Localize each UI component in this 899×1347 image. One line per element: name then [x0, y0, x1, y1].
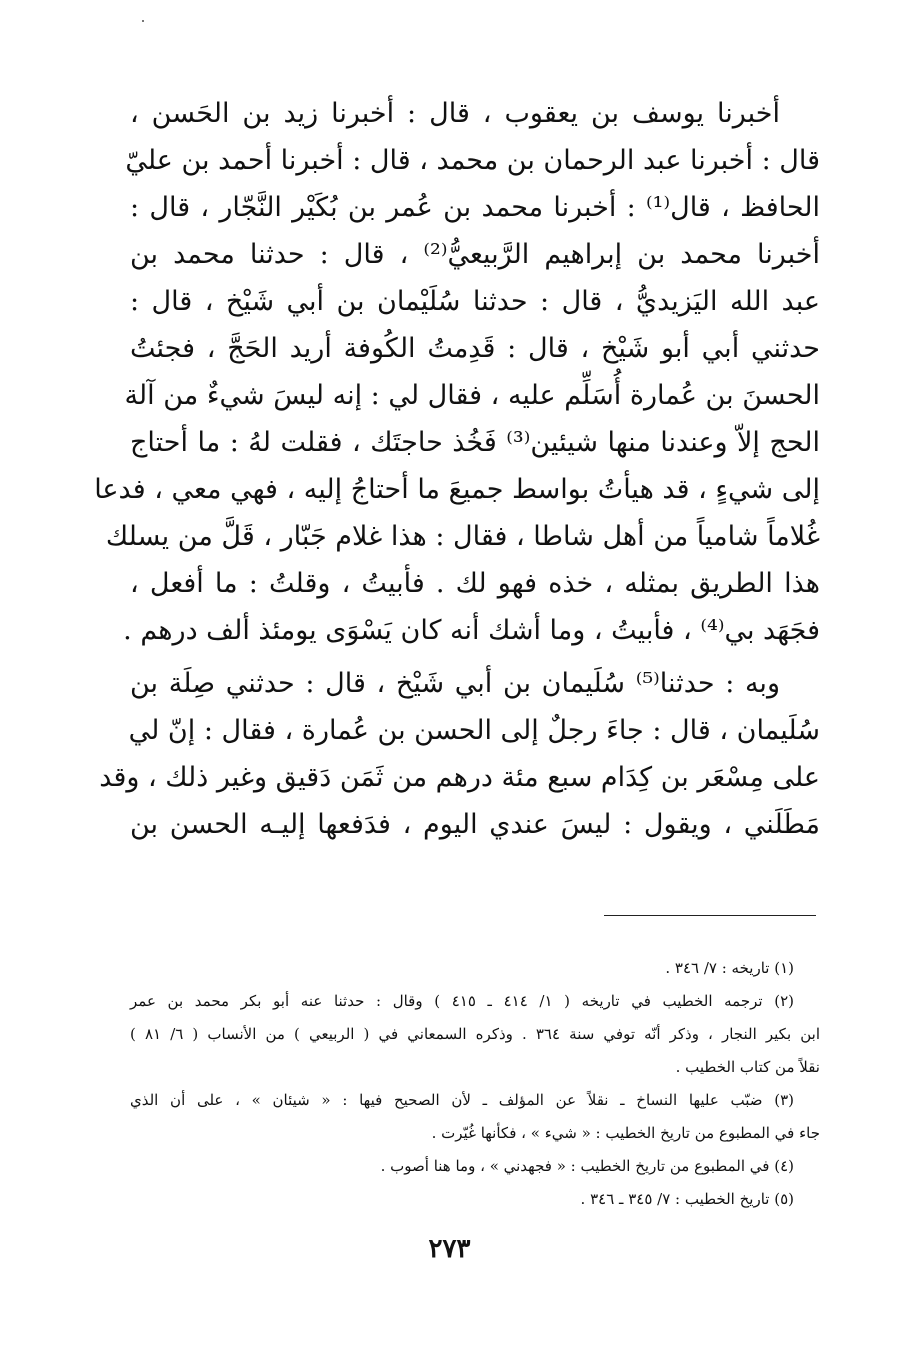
footnote-3-cont: جاء في المطبوع من تاريخ الخطيب : « شيء » ، فكأنها غُيّرت .: [431, 1124, 820, 1142]
footnotes: [130, 952, 820, 1216]
footnote-2-cont: نقلاً من كتاب الخطيب .: [675, 1058, 820, 1076]
text-line: سُلَيمان ، قال : جاءَ رجلٌ إلى الحسن بن عُمارة ، فقال : إنّ لي: [128, 715, 820, 746]
main-text: [94, 90, 820, 848]
scan-speck: [142, 20, 144, 22]
text-line: عبد الله اليَزيديُّ ، قال : حدثنا سُلَيْمان بن أبي شَيْخ ، قال :: [130, 286, 820, 317]
paragraph-2: [99, 660, 820, 848]
text-line: غُلاماً شامياً من أهل شاطا ، فقال : هذا غلام جَبّار ، قَلَّ من يسلك: [105, 521, 820, 552]
text-line: هذا الطريق بمثله ، خذه فهو لك . فأبيتُ ، وقلتُ : ما أفعل ،: [130, 568, 820, 599]
text-line: الحسنَ بن عُمارة أُسَلِّم عليه ، فقال لي : إنه ليسَ شيءٌ من آلة: [124, 380, 820, 411]
footnote-5: (٥) تاريخ الخطيب : ٧/ ٣٤٥ ـ ٣٤٦ .: [580, 1190, 794, 1208]
text-line: وبه : حدثنا⁽⁵⁾ سُلَيمان بن أبي شَيْخ ، قال : حدثني صِلَة بن: [130, 668, 780, 699]
text-line: قال : أخبرنا عبد الرحمان بن محمد ، قال : أخبرنا أحمد بن عليّ: [125, 145, 820, 176]
text-line: فجَهَد بي⁽⁴⁾ ، فأبيتُ ، وما أشك أنه كان يَسْوَى يومئذ ألف درهم .: [123, 615, 820, 646]
text-line: الحج إلاّ وعندنا منها شيئين⁽³⁾ فَخُذ حاجتَك ، فقلت لهُ : ما أحتاج: [130, 427, 820, 458]
footnote-2: (٢) ترجمه الخطيب في تاريخه ( ١/ ٤١٤ ـ ٤١٥ ) وقال : حدثنا عنه أبو بكر محمد بن عمر: [130, 992, 794, 1010]
footnote-separator: [604, 915, 816, 916]
text-line: أخبرنا يوسف بن يعقوب ، قال : أخبرنا زيد بن الحَسن ،: [130, 98, 780, 129]
footnote-3: (٣) ضبّب عليها النساخ ـ نقلاً عن المؤلف ـ لأن الصحيح فيها : « شيئان » ، على أن الذي: [130, 1091, 794, 1109]
text-line: مَطَلَني ، ويقول : ليسَ عندي اليوم ، فدَفعها إليـه الحسن بن: [130, 809, 820, 840]
paragraph-1: [94, 90, 820, 654]
text-line: إلى شيءٍ ، قد هيأتُ بواسط جميعَ ما أحتاجُ إليه ، فهي معي ، فدعا: [94, 474, 820, 505]
text-line: حدثني أبي أبو شَيْخ ، قال : قَدِمتُ الكُوفة أريد الحَجَّ ، فجئتُ: [130, 333, 820, 364]
footnote-4: (٤) في المطبوع من تاريخ الخطيب : « فجهدني » ، وما هنا أصوب .: [380, 1157, 794, 1175]
text-line: أخبرنا محمد بن إبراهيم الرَّبيعيُّ⁽²⁾ ، قال : حدثنا محمد بن: [130, 239, 820, 270]
text-line: الحافظ ، قال⁽¹⁾ : أخبرنا محمد بن عُمر بن بُكَيْر النَّجّار ، قال :: [130, 192, 820, 223]
footnote-1: (١) تاريخه : ٧/ ٣٤٦ .: [665, 959, 794, 977]
text-line: على مِسْعَر بن كِدَام سبع مئة درهم من ثَمَن دَقيق وغير ذلك ، وقد: [99, 762, 820, 793]
footnote-2-cont: ابن بكير النجار ، وذكر أنّه توفي سنة ٣٦٤ . وذكره السمعاني في ( الربيعي ) من الأنساب ( ٦/ ٨١ ): [130, 1025, 820, 1043]
page-number: ٢٧٣: [428, 1234, 471, 1264]
